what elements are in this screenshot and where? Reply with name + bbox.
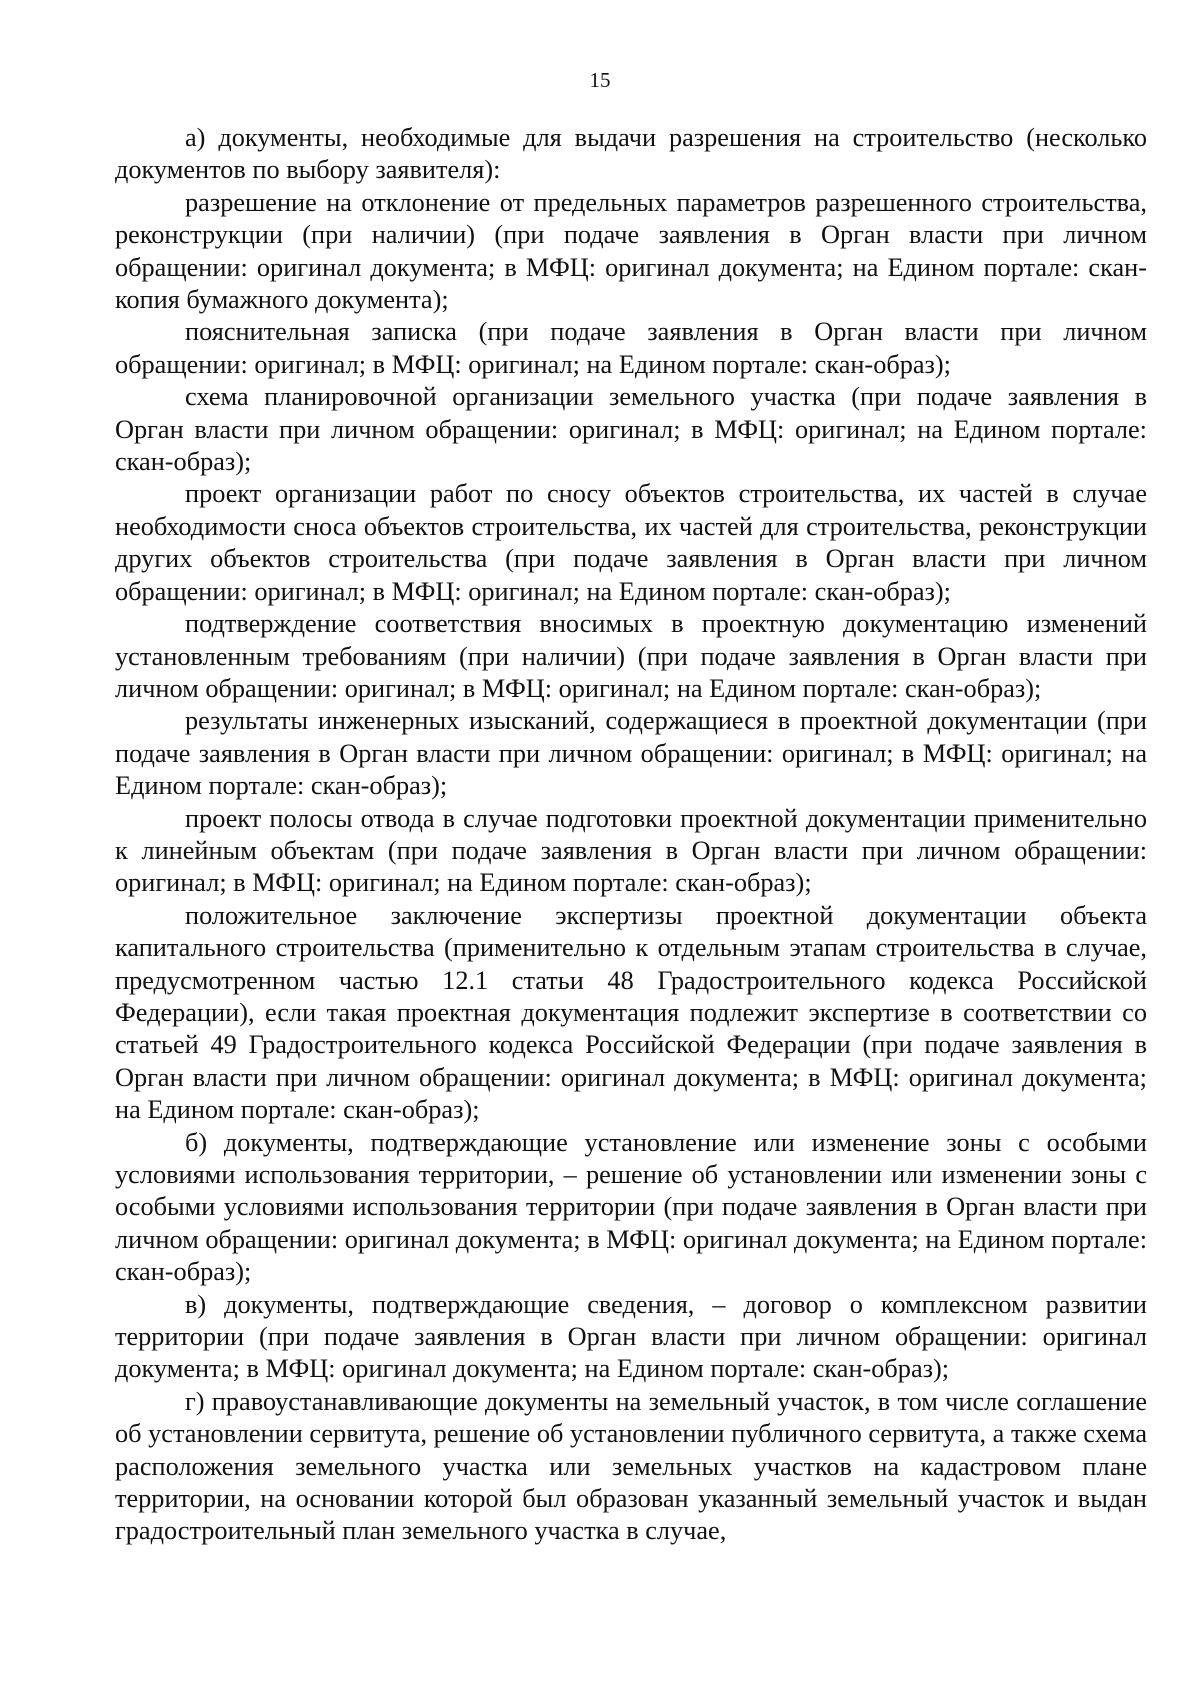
- paragraph-demolition-project: проект организации работ по сносу объектов строительства, их частей в случае необходимости сноса объектов строительства, их частей для строительства, реконструкции других объектов строительства (при подаче заявления в Орган власти при личном обращении: оригинал; в МФЦ: оригинал; на Едином портале: скан-образ);: [115, 479, 1147, 606]
- paragraph-compliance-confirmation: подтверждение соответствия вносимых в проектную документацию изменений установленным требованиям (при наличии) (при подаче заявления в Орган власти при личном обращении: оригинал; в МФЦ: оригинал; на Едином портале: скан-образ);: [115, 609, 1147, 703]
- paragraph-right-of-way-project: проект полосы отвода в случае подготовки проектной документации применительно к линейным объектам (при подаче заявления в Орган власти при личном обращении: оригинал; в МФЦ: оригинал; на Едином портале: скан-образ);: [115, 803, 1147, 898]
- page-number: 15: [589, 68, 611, 92]
- paragraph-g-title-documents: г) правоустанавливающие документы на земельный участок, в том числе соглашение об установлении сервитута, решение об установлении публичного сервитута, а также схема расположения земельного участка или земельных участков на кадастровом плане территории, на основании которой был образован указанный земельный участок и выдан градостроительный план земельного участка в случае,: [115, 1386, 1147, 1546]
- paragraph-b-special-zones: б) документы, подтверждающие установление или изменение зоны с особыми условиями использования территории, – решение об установлении или изменении зоны с особыми условиями использования территории (при подаче заявления в Орган власти при личном обращении: оригинал документа; в МФЦ: оригинал документа; на Едином портале: скан-образ);: [115, 1127, 1147, 1287]
- paragraph-a-heading: а) документы, необходимые для выдачи разрешения на строительство (несколько документов по выбору заявителя):: [115, 123, 1147, 185]
- paragraph-site-plan-scheme: схема планировочной организации земельного участка (при подаче заявления в Орган власти при личном обращении: оригинал; в МФЦ: оригинал; на Едином портале: скан-образ);: [115, 382, 1147, 477]
- document-body: [115, 122, 1147, 1548]
- paragraph-v-development-agreement: в) документы, подтверждающие сведения, – договор о комплексном развитии территории (при подаче заявления в Орган власти при личном обращении: оригинал документа; в МФЦ: оригинал документа; на Едином портале: скан-образ);: [115, 1289, 1147, 1384]
- paragraph-explanatory-note: пояснительная записка (при подаче заявления в Орган власти при личном обращении: оригинал; в МФЦ: оригинал; на Едином портале: скан-образ);: [115, 317, 1147, 379]
- paragraph-expert-conclusion: положительное заключение экспертизы проектной документации объекта капитального строительства (применительно к отдельным этапам строительства в случае, предусмотренном частью 12.1 статьи 48 Градостроительного кодекса Российской Федерации), если такая проектная документация подлежит экспертизе в соответствии со статьей 49 Градостроительного кодекса Российской Федерации (при подаче заявления в Орган власти при личном обращении: оригинал документа; в МФЦ: оригинал документа; на Едином портале: скан-образ);: [115, 900, 1147, 1125]
- paragraph-engineering-surveys: результаты инженерных изысканий, содержащиеся в проектной документации (при подаче заявления в Орган власти при личном обращении: оригинал; в МФЦ: оригинал; на Едином портале: скан-образ);: [115, 706, 1147, 801]
- paragraph-deviation-permit: разрешение на отклонение от предельных параметров разрешенного строительства, реконструкции (при наличии) (при подаче заявления в Орган власти при личном обращении: оригинал документа; в МФЦ: оригинал документа; на Едином портале: скан-копия бумажного документа);: [115, 187, 1147, 315]
